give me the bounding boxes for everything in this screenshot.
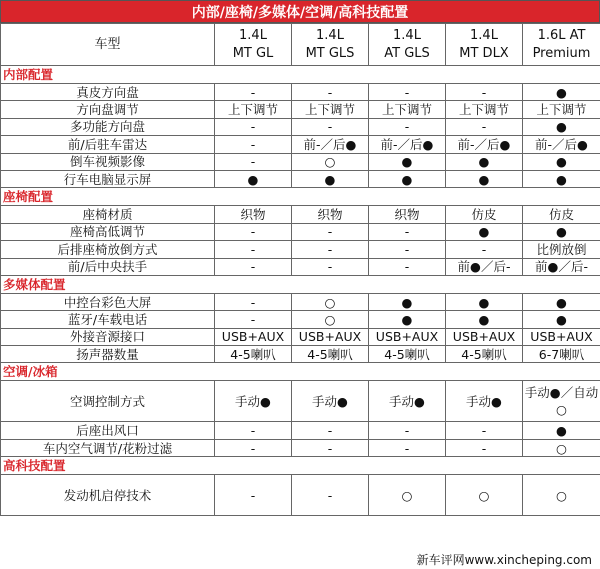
- table-row: [1, 346, 600, 363]
- spec-cell: USB+AUX: [523, 328, 600, 345]
- spec-cell: -: [215, 118, 292, 135]
- spec-cell: -: [292, 118, 369, 135]
- spec-cell: ○: [523, 439, 600, 456]
- spec-cell: -: [215, 223, 292, 240]
- spec-cell: ●: [446, 311, 523, 328]
- model-header: [292, 24, 369, 66]
- row-label: 蓝牙/车载电话: [1, 311, 215, 328]
- row-label: 扬声器数量: [1, 346, 215, 363]
- table-row: [1, 170, 600, 187]
- spec-cell: 上下调节: [446, 101, 523, 118]
- spec-cell: -: [446, 118, 523, 135]
- section-row: [1, 363, 600, 381]
- spec-cell: 4-5喇叭: [292, 346, 369, 363]
- spec-cell: ●: [523, 422, 600, 439]
- spec-cell: 4-5喇叭: [369, 346, 446, 363]
- model-name: 1.4L MT GLS: [305, 27, 355, 61]
- spec-cell: 仿皮: [446, 206, 523, 223]
- spec-cell: 前-／后●: [446, 136, 523, 153]
- section-row: [1, 275, 600, 293]
- spec-cell: 上下调节: [523, 101, 600, 118]
- section-title: 空调/冰箱: [1, 363, 600, 381]
- spec-cell: 前●／后-: [523, 258, 600, 275]
- model-header: [446, 24, 523, 66]
- row-label: 倒车视频影像: [1, 153, 215, 170]
- model-header: [215, 24, 292, 66]
- row-label: 方向盘调节: [1, 101, 215, 118]
- spec-cell: -: [292, 475, 369, 516]
- spec-cell: ○: [292, 311, 369, 328]
- spec-cell: ●: [215, 170, 292, 187]
- spec-cell: -: [446, 439, 523, 456]
- table-row: [1, 381, 600, 422]
- spec-cell: ●: [446, 223, 523, 240]
- spec-cell: -: [215, 439, 292, 456]
- spec-cell: -: [292, 241, 369, 258]
- row-label: 后排座椅放倒方式: [1, 241, 215, 258]
- spec-cell: -: [215, 258, 292, 275]
- spec-cell: 上下调节: [292, 101, 369, 118]
- spec-cell: ●: [523, 223, 600, 240]
- model-header: [523, 24, 600, 66]
- spec-cell: 仿皮: [523, 206, 600, 223]
- row-label: 行车电脑显示屏: [1, 170, 215, 187]
- model-header: [369, 24, 446, 66]
- spec-cell: ●: [446, 170, 523, 187]
- spec-cell: 前-／后●: [369, 136, 446, 153]
- spec-cell: -: [446, 422, 523, 439]
- spec-cell: ○: [292, 293, 369, 310]
- table-row: [1, 475, 600, 516]
- spec-cell: ●: [523, 311, 600, 328]
- section-row: [1, 457, 600, 475]
- section-title: 座椅配置: [1, 188, 600, 206]
- spec-cell: ●: [369, 170, 446, 187]
- spec-cell: -: [369, 422, 446, 439]
- spec-cell: -: [215, 84, 292, 101]
- table-row: [1, 136, 600, 153]
- row-label: 前/后中央扶手: [1, 258, 215, 275]
- model-name: 1.6L AT Premium: [532, 27, 591, 61]
- table-row: [1, 422, 600, 439]
- spec-cell: -: [369, 84, 446, 101]
- spec-cell: 前●／后-: [446, 258, 523, 275]
- spec-cell: ●: [523, 153, 600, 170]
- spec-cell: -: [215, 153, 292, 170]
- spec-cell: -: [292, 258, 369, 275]
- table-row: [1, 101, 600, 118]
- table-row: [1, 439, 600, 456]
- spec-cell: ●: [446, 153, 523, 170]
- spec-cell: ●: [446, 293, 523, 310]
- spec-cell: -: [292, 223, 369, 240]
- row-label: 真皮方向盘: [1, 84, 215, 101]
- row-label: 外接音源接口: [1, 328, 215, 345]
- spec-cell: 织物: [215, 206, 292, 223]
- spec-cell: 比例放倒: [523, 241, 600, 258]
- spec-table: [0, 23, 600, 516]
- spec-cell: -: [292, 439, 369, 456]
- spec-cell: USB+AUX: [369, 328, 446, 345]
- spec-cell: ●: [369, 153, 446, 170]
- spec-cell: 前-／后●: [292, 136, 369, 153]
- spec-cell: ●: [523, 84, 600, 101]
- spec-cell: 上下调节: [369, 101, 446, 118]
- spec-cell: ○: [523, 475, 600, 516]
- spec-cell: -: [292, 422, 369, 439]
- spec-cell: -: [292, 84, 369, 101]
- section-title: 多媒体配置: [1, 275, 600, 293]
- spec-cell: -: [215, 311, 292, 328]
- spec-cell: ●: [369, 311, 446, 328]
- spec-cell: -: [215, 475, 292, 516]
- spec-cell: ●: [369, 293, 446, 310]
- table-row: [1, 311, 600, 328]
- row-label: 发动机启停技术: [1, 475, 215, 516]
- spec-cell: 织物: [369, 206, 446, 223]
- spec-cell: ●: [523, 293, 600, 310]
- spec-cell: 手动●: [446, 381, 523, 422]
- spec-cell: -: [369, 241, 446, 258]
- spec-cell: -: [215, 241, 292, 258]
- row-label: 后座出风口: [1, 422, 215, 439]
- spec-table-body: [1, 24, 600, 516]
- watermark: 新车评网www.xincheping.com: [416, 553, 592, 567]
- table-row: [1, 328, 600, 345]
- spec-cell: 织物: [292, 206, 369, 223]
- row-label: 前/后驻车雷达: [1, 136, 215, 153]
- spec-cell: ○: [446, 475, 523, 516]
- spec-cell: ●: [523, 170, 600, 187]
- spec-cell: USB+AUX: [446, 328, 523, 345]
- spec-cell: ○: [292, 153, 369, 170]
- spec-cell: 手动●: [292, 381, 369, 422]
- spec-cell: -: [215, 422, 292, 439]
- header-row: [1, 24, 600, 66]
- row-label: 座椅材质: [1, 206, 215, 223]
- spec-cell: USB+AUX: [292, 328, 369, 345]
- spec-cell: -: [215, 136, 292, 153]
- table-row: [1, 241, 600, 258]
- row-label: 座椅高低调节: [1, 223, 215, 240]
- row-label: 空调控制方式: [1, 381, 215, 422]
- table-row: [1, 153, 600, 170]
- header-label: 车型: [1, 24, 215, 66]
- row-label: 车内空气调节/花粉过滤: [1, 439, 215, 456]
- spec-cell: 手动●: [215, 381, 292, 422]
- spec-cell: ●: [292, 170, 369, 187]
- section-title: 内部配置: [1, 66, 600, 84]
- spec-cell: -: [446, 84, 523, 101]
- spec-cell: ○: [369, 475, 446, 516]
- table-row: [1, 118, 600, 135]
- table-row: [1, 258, 600, 275]
- table-row: [1, 223, 600, 240]
- spec-cell: USB+AUX: [215, 328, 292, 345]
- spec-cell: -: [369, 118, 446, 135]
- spec-cell: 4-5喇叭: [446, 346, 523, 363]
- section-row: [1, 66, 600, 84]
- page-title: 内部/座椅/多媒体/空调/高科技配置: [0, 0, 600, 23]
- table-row: [1, 84, 600, 101]
- row-label: 多功能方向盘: [1, 118, 215, 135]
- spec-cell: -: [369, 439, 446, 456]
- spec-cell: -: [369, 258, 446, 275]
- spec-cell: 手动●／自动○: [523, 381, 600, 422]
- spec-cell: -: [215, 293, 292, 310]
- section-row: [1, 188, 600, 206]
- model-name: 1.4L AT GLS: [384, 27, 430, 61]
- spec-cell: 手动●: [369, 381, 446, 422]
- model-name: 1.4L MT DLX: [459, 27, 509, 61]
- row-label: 中控台彩色大屏: [1, 293, 215, 310]
- table-row: [1, 206, 600, 223]
- spec-cell: ●: [523, 118, 600, 135]
- table-row: [1, 293, 600, 310]
- model-name: 1.4L MT GL: [232, 27, 274, 61]
- section-title: 高科技配置: [1, 457, 600, 475]
- spec-cell: 前-／后●: [523, 136, 600, 153]
- spec-cell: -: [446, 241, 523, 258]
- spec-cell: 4-5喇叭: [215, 346, 292, 363]
- spec-cell: -: [369, 223, 446, 240]
- spec-cell: 上下调节: [215, 101, 292, 118]
- spec-cell: 6-7喇叭: [523, 346, 600, 363]
